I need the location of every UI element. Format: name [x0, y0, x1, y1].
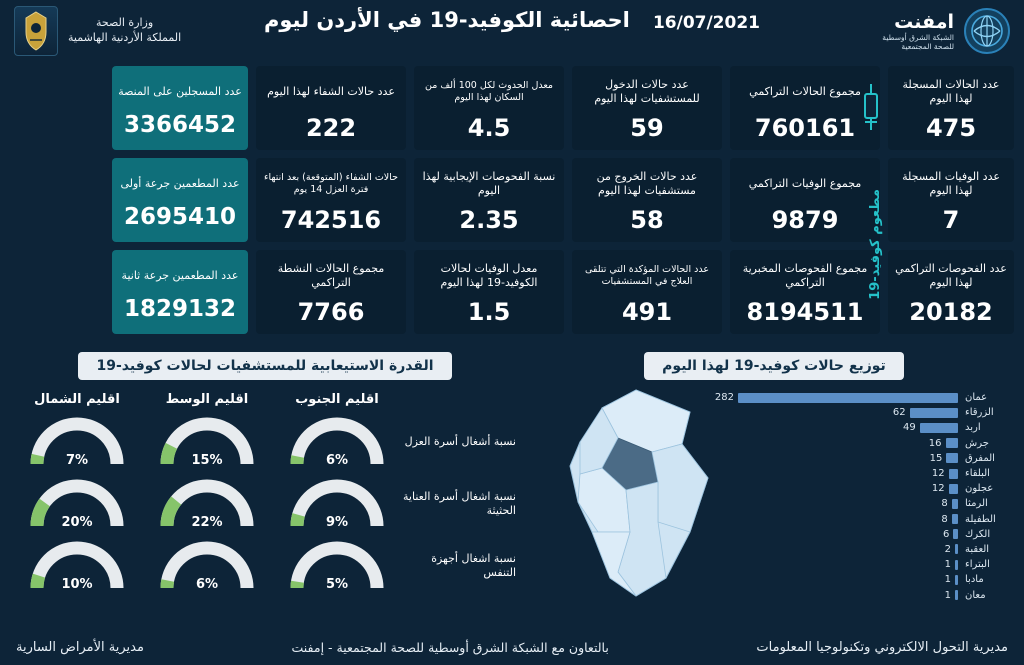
bar-value-label: 282: [714, 392, 734, 404]
gauge-value-label: 7%: [65, 453, 89, 468]
bar-value-label: 8: [941, 513, 948, 525]
bar-category-label: عجلون: [965, 483, 994, 495]
bar-row: [714, 587, 1014, 602]
bar-row: [714, 572, 1014, 587]
stat-value: 59: [630, 114, 664, 142]
bar-row: [714, 451, 1014, 466]
stat-value: 475: [925, 114, 977, 142]
bar-category-label: معان: [965, 589, 986, 601]
occupancy-gauge: [155, 414, 259, 470]
footer-left: مديرية الأمراض السارية: [16, 639, 144, 655]
bar-row: [714, 481, 1014, 496]
bar-category-label: الرمثا: [965, 498, 988, 510]
governorate-bar-chart: [714, 390, 1014, 615]
gauge-cell: [142, 538, 272, 594]
header: [0, 0, 1024, 62]
gauge-value-label: 6%: [195, 577, 219, 592]
occupancy-gauge: [25, 538, 129, 594]
bar-value-label: 16: [928, 437, 942, 449]
bar-value-label: 62: [892, 407, 906, 419]
stat-positivity-rate: [414, 158, 564, 242]
bar: [949, 484, 958, 494]
gauge-cell: [272, 476, 402, 532]
ministry-line2: المملكة الأردنية الهاشمية: [68, 31, 182, 44]
bar-category-label: جرش: [965, 437, 989, 449]
occupancy-gauge: [285, 414, 389, 470]
capacity-row: [10, 473, 520, 535]
brand-name: امفنت: [894, 10, 954, 33]
capacity-row-label: نسبة اشغال أجهزة التنفس: [431, 552, 516, 579]
bar-row: [714, 557, 1014, 572]
stat-total-deaths: [730, 158, 880, 242]
bar: [952, 499, 958, 509]
stat-total-active-cases: [256, 250, 406, 334]
gauge-cell: [142, 414, 272, 470]
stat-label: عدد الحالات المؤكدة التي تتلقى العلاج في المستشفيات: [584, 264, 709, 287]
bar: [955, 560, 958, 570]
ministry-text: [68, 16, 181, 46]
stat-expected-recoveries: [256, 158, 406, 242]
hospital-capacity-title: القدرة الاستيعابية للمستشفيات لحالات كوفيد-19: [78, 352, 451, 380]
capacity-region-header: اقليم الجنوب: [295, 392, 379, 407]
bar-category-label: عمان: [965, 392, 988, 404]
vaccination-section-label: مطعوم كوفيد-19: [867, 188, 883, 300]
bar-category-label: العقبة: [965, 543, 990, 555]
occupancy-gauge: [285, 538, 389, 594]
bar-category-label: البتراء: [965, 559, 990, 571]
stat-label: مجموع الوفيات التراكمي: [748, 177, 862, 191]
stat-recoveries-today: [256, 66, 406, 150]
stat-label: عدد المسجلين على المنصة: [118, 85, 242, 99]
stat-value: 4.5: [467, 114, 511, 142]
stat-cases-today: [888, 66, 1014, 150]
bar-category-label: الكرك: [965, 528, 991, 540]
stat-incidence-rate: [414, 66, 564, 150]
stat-vaccine-dose1: [112, 158, 248, 242]
stat-label: عدد حالات الخروج من مستشفيات لهذا اليوم: [596, 170, 698, 197]
bar-category-label: الطفيلة: [965, 513, 996, 525]
stat-value: 742516: [280, 206, 382, 234]
stat-value: 9879: [771, 206, 839, 234]
stat-value: 2695410: [123, 204, 237, 230]
brand-sub1: الشبكة الشرق أوسطية: [882, 33, 954, 43]
stat-value: 58: [630, 206, 664, 234]
gauge-value-label: 5%: [325, 577, 349, 592]
bar-row: [714, 527, 1014, 542]
stat-vaccine-registered: [112, 66, 248, 150]
bar-row: [714, 496, 1014, 511]
stat-label: حالات الشفاء (المتوقعة) بعد انتهاء فترة العزل 14 يوم: [264, 172, 398, 195]
footer-right: مديرية التحول الالكتروني وتكنولوجيا المعلومات: [756, 639, 1008, 655]
bar-value-label: 8: [941, 498, 948, 510]
stat-value: 760161: [754, 114, 856, 142]
footer: [0, 629, 1024, 665]
bar-row: [714, 390, 1014, 405]
stat-label: مجموع الحالات التراكمي: [749, 85, 861, 99]
page-title: احصائية الكوفيد-19 في الأردن ليوم: [264, 8, 630, 32]
jordan-coat-of-arms-icon: [14, 6, 58, 56]
stat-label: عدد المطعمين جرعة أولى: [120, 177, 240, 191]
stat-label: عدد حالات الشفاء لهذا اليوم: [267, 85, 395, 99]
stat-value: 7: [942, 206, 960, 234]
stat-label: عدد حالات الدخول للمستشفيات لهذا اليوم: [594, 78, 700, 105]
capacity-row-label: نسبة اشغال أسرة العناية الحثيثة: [403, 490, 516, 517]
bar-value-label: 1: [944, 589, 951, 601]
ministry-block: [14, 6, 181, 56]
stat-label: مجموع الفحوصات المخبرية التراكمي: [742, 262, 868, 289]
stat-label: عدد الفحوصات التراكمي لهذا اليوم: [895, 262, 1007, 289]
syringe-icon: [858, 78, 884, 138]
bar-value-label: 15: [929, 452, 943, 464]
gauge-cell: [12, 538, 142, 594]
hospital-capacity-panel: [10, 352, 520, 622]
amnft-logo-icon: [964, 8, 1010, 54]
bar: [738, 393, 958, 403]
stat-label: عدد الحالات المسجلة لهذا اليوم: [902, 78, 1000, 105]
occupancy-gauge: [25, 476, 129, 532]
capacity-row-label: نسبة أشغال أسرة العزل: [404, 435, 516, 449]
gauge-cell: [12, 414, 142, 470]
bar-value-label: 49: [903, 422, 916, 434]
stat-deaths-today: [888, 158, 1014, 242]
stat-value: 8194511: [746, 298, 864, 326]
bar-row: [714, 466, 1014, 481]
stat-value: 222: [305, 114, 357, 142]
stat-label: معدل الحدوث لكل 100 ألف من السكان لهذا اليوم: [424, 80, 553, 103]
stat-tests-today: [888, 250, 1014, 334]
occupancy-gauge: [155, 538, 259, 594]
bar-row: [714, 512, 1014, 527]
cases-distribution-title: توزيع حالات كوفيد-19 لهذا اليوم: [644, 352, 904, 380]
stat-label: نسبة الفحوصات الإيجابية لهذا اليوم: [422, 170, 556, 197]
vaccination-side-spacer: [0, 66, 104, 334]
cases-distribution-panel: [534, 352, 1014, 622]
gauge-value-label: 20%: [61, 515, 93, 530]
stat-death-rate: [414, 250, 564, 334]
stat-vaccine-dose2: [112, 250, 248, 334]
jordan-governorates-map: [540, 382, 720, 612]
stat-hospital-admissions-today: [572, 66, 722, 150]
gauge-value-label: 10%: [61, 577, 93, 592]
bar: [920, 423, 958, 433]
bar-category-label: الزرقاء: [965, 407, 994, 419]
capacity-title-wrap: [10, 352, 520, 380]
capacity-gauge-grid: [10, 392, 520, 597]
bar: [955, 590, 958, 600]
stat-value: 2.35: [459, 206, 519, 234]
brand-block: [882, 8, 1010, 54]
report-date: 16/07/2021: [652, 12, 760, 33]
bar-row: [714, 542, 1014, 557]
ministry-line1: وزارة الصحة: [95, 16, 154, 30]
stat-total-tests: [730, 250, 880, 334]
stat-confirmed-in-hospitals: [572, 250, 722, 334]
stat-value: 3366452: [123, 112, 237, 138]
bar-value-label: 1: [944, 574, 951, 586]
stat-hospital-discharges-today: [572, 158, 722, 242]
bar: [949, 469, 958, 479]
stat-label: عدد الوفيات المسجلة لهذا اليوم: [902, 170, 1000, 197]
brand-text: [882, 11, 954, 52]
stat-value: 491: [621, 298, 673, 326]
stat-label: معدل الوفيات لحالات الكوفيد-19 لهذا اليوم: [440, 262, 538, 289]
bar: [955, 575, 958, 585]
gauge-cell: [12, 476, 142, 532]
cases-title-wrap: [534, 352, 1014, 380]
bar: [910, 408, 958, 418]
footer-center: بالتعاون مع الشبكة الشرق أوسطية للصحة المجتمعية - إمفنت: [291, 639, 609, 655]
bar: [955, 544, 958, 554]
bar-category-label: المفرق: [965, 452, 995, 464]
capacity-region-header: اقليم الشمال: [34, 392, 120, 407]
gauge-value-label: 9%: [325, 515, 349, 530]
bar-category-label: مادبا: [965, 574, 984, 586]
gauge-value-label: 6%: [325, 453, 349, 468]
bar-row: [714, 420, 1014, 435]
capacity-row: [10, 411, 520, 473]
capacity-header-row: [10, 392, 520, 407]
stat-value: 7766: [297, 298, 365, 326]
stat-label: مجموع الحالات النشطة التراكمي: [277, 262, 385, 289]
occupancy-gauge: [285, 476, 389, 532]
bar-value-label: 12: [931, 468, 945, 480]
capacity-region-header: اقليم الوسط: [165, 392, 249, 407]
bar-value-label: 6: [942, 528, 950, 540]
bar-row: [714, 436, 1014, 451]
bar-value-label: 12: [931, 483, 945, 495]
stat-value: 1829132: [123, 296, 237, 322]
bar-value-label: 1: [944, 559, 951, 571]
bar: [952, 514, 958, 524]
stat-label: عدد المطعمين جرعة ثانية: [121, 269, 239, 283]
bar-category-label: اربد: [965, 422, 981, 434]
gauge-cell: [272, 414, 402, 470]
occupancy-gauge: [25, 414, 129, 470]
capacity-row: [10, 535, 520, 597]
occupancy-gauge: [155, 476, 259, 532]
stat-value: 20182: [909, 298, 993, 326]
gauge-cell: [272, 538, 402, 594]
gauge-value-label: 22%: [191, 515, 223, 530]
bar: [946, 453, 958, 463]
gauge-cell: [142, 476, 272, 532]
bar-row: [714, 405, 1014, 420]
stat-value: 1.5: [467, 298, 511, 326]
bar: [953, 529, 958, 539]
bar: [946, 438, 958, 448]
bar-category-label: البلقاء: [965, 468, 990, 480]
gauge-value-label: 15%: [191, 453, 223, 468]
bar-value-label: 2: [944, 543, 951, 555]
brand-sub2: للصحة المجتمعية: [901, 42, 954, 52]
